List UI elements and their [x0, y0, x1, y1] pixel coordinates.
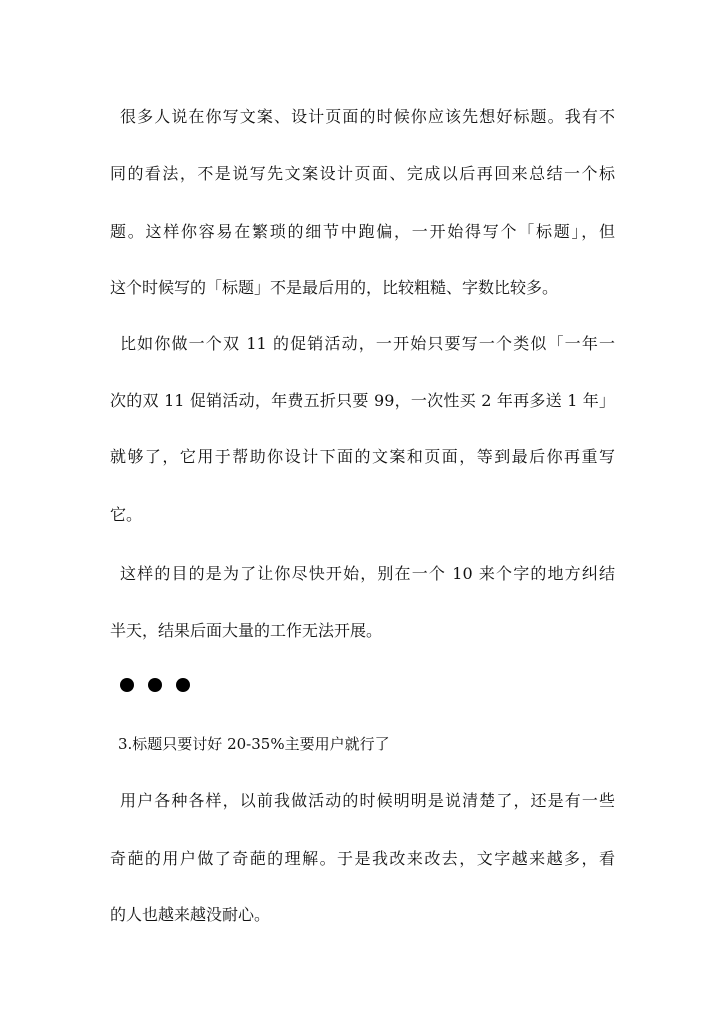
paragraph-4-line-2: 奇葩的用户做了奇葩的理解。于是我改来改去，文字越来越多，看 — [110, 849, 615, 868]
paragraph-4-line-3: 的人也越来越没耐心。 — [110, 905, 271, 924]
paragraph-1-line-2: 同的看法，不是说写先文案设计页面、完成以后再回来总结一个标 — [110, 164, 615, 183]
separator-dots — [120, 678, 190, 692]
paragraph-2-line-2: 次的双 11 促销活动，年费五折只要 99，一次性买 2 年再多送 1 年」 — [110, 391, 615, 410]
paragraph-4-line-1: 用户各种各样，以前我做活动的时候明明是说清楚了，还是有一些 — [120, 791, 615, 810]
paragraph-2-line-3: 就够了，它用于帮助你设计下面的文案和页面，等到最后你再重写 — [110, 447, 615, 466]
dot-icon — [120, 678, 134, 692]
paragraph-2-line-4: 它。 — [110, 505, 143, 524]
paragraph-2-line-1: 比如你做一个双 11 的促销活动，一开始只要写一个类似「一年一 — [120, 334, 615, 353]
paragraph-1-line-4: 这个时候写的「标题」不是最后用的，比较粗糙、字数比较多。 — [110, 278, 559, 297]
dot-icon — [148, 678, 162, 692]
dot-icon — [176, 678, 190, 692]
paragraph-1-line-1: 很多人说在你写文案、设计页面的时候你应该先想好标题。我有不 — [120, 107, 615, 126]
section-heading: 3.标题只要讨好 20-35%主要用户就行了 — [118, 735, 390, 753]
paragraph-3-line-1: 这样的目的是为了让你尽快开始，别在一个 10 来个字的地方纠结 — [120, 564, 615, 583]
paragraph-1-line-3: 题。这样你容易在繁琐的细节中跑偏，一开始得写个「标题」，但 — [110, 222, 615, 241]
document-page — [110, 0, 615, 1024]
paragraph-3-line-2: 半天，结果后面大量的工作无法开展。 — [110, 621, 383, 640]
